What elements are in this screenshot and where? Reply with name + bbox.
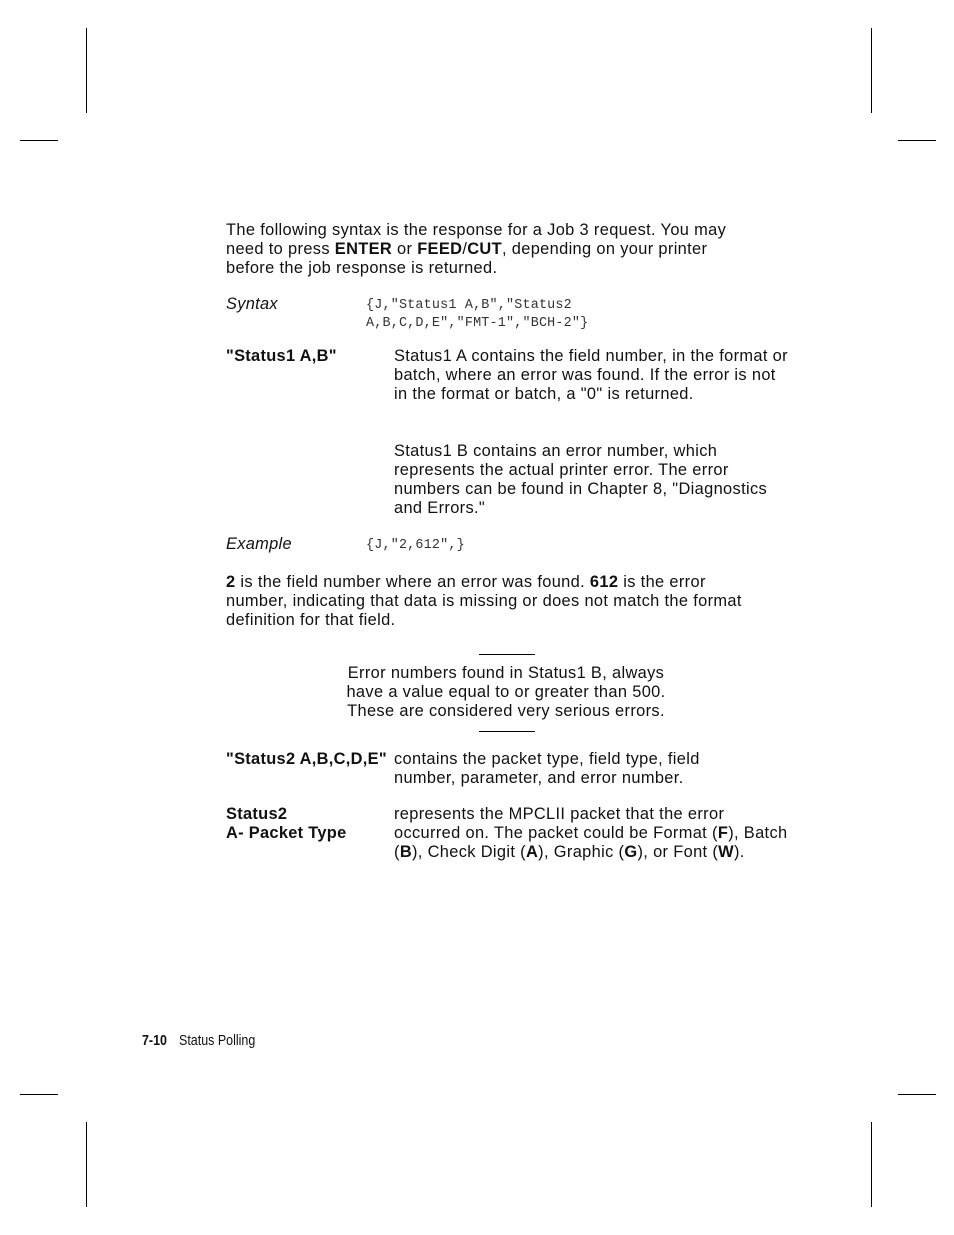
intro-text-2: or <box>392 240 418 258</box>
example-label: Example <box>226 535 292 553</box>
crop-mark-top-right-horizontal <box>898 140 936 141</box>
packet-term-line-2: A- Packet Type <box>226 824 347 842</box>
format-code: F <box>717 824 729 842</box>
syntax-label: Syntax <box>226 295 278 313</box>
crop-mark-top-left-horizontal <box>20 140 58 141</box>
feed-key-label: FEED <box>417 240 463 258</box>
crop-mark-bottom-left-vertical <box>86 1122 87 1207</box>
packet-text-1: represents the MPCLII packet that the error occurred on. The packet could be Format ( <box>394 805 725 842</box>
check-digit-code: A <box>525 843 539 861</box>
example-explanation <box>226 573 771 630</box>
intro-text-1: The following syntax is the response for a Job 3 request. You may need to press <box>226 221 727 258</box>
field-number-value: 2 <box>226 573 236 591</box>
packet-text-4: ), Graphic ( <box>538 843 625 861</box>
intro-text-4: , depending on your printer before the job response is returned. <box>226 240 708 277</box>
note-line-2: have a value equal to or greater than 500. <box>346 683 666 701</box>
intro-text-3: / <box>462 240 468 258</box>
example-code: {J,"2,612",} <box>366 538 465 553</box>
status2-term: "Status2 A,B,C,D,E" <box>226 750 387 768</box>
section-name: Status Polling <box>179 1033 256 1049</box>
status1-term: "Status1 A,B" <box>226 347 337 365</box>
note-rule-bottom <box>479 731 535 732</box>
status2-description: contains the packet type, field type, field number, parameter, and error number. <box>394 750 700 787</box>
crop-mark-bottom-right-vertical <box>871 1122 872 1207</box>
batch-code: B <box>399 843 412 861</box>
error-number-value: 612 <box>589 573 619 591</box>
page-footer <box>142 1032 255 1050</box>
font-code: W <box>718 843 734 861</box>
note-line-1: Error numbers found in Status1 B, always <box>347 664 665 682</box>
packet-text-3: ), Check Digit ( <box>412 843 526 861</box>
page-number: 7-10 <box>142 1033 167 1049</box>
status1-description-b: Status1 B contains an error number, which represents the actual printer error. The error numbers can be found in Chapter 8, "Diagnostics and Errors." <box>394 442 768 517</box>
packet-text-6: ). <box>733 843 745 861</box>
intro-paragraph <box>226 221 756 278</box>
explain-text-1: is the field number where an error was found. <box>235 573 590 591</box>
enter-key-label: ENTER <box>334 240 393 258</box>
explain-text-2: is the error number, indicating that data is missing or does not match the format definition for that field. <box>226 573 742 629</box>
cut-key-label: CUT <box>467 240 502 258</box>
note-line-3: These are considered very serious errors. <box>347 702 665 720</box>
packet-type-description <box>394 805 794 862</box>
crop-mark-top-left-vertical <box>86 28 87 113</box>
syntax-code-line-1: {J,"Status1 A,B","Status2 <box>366 298 572 313</box>
syntax-code-line-2: A,B,C,D,E","FMT-1","BCH-2"} <box>366 316 589 331</box>
packet-text-2: ), Batch ( <box>394 824 788 861</box>
status1-description-a: Status1 A contains the field number, in the format or batch, where an error was found. If the error is not in the format or batch, a "0" is returned. <box>394 347 788 403</box>
graphic-code: G <box>624 843 638 861</box>
note-rule-top <box>479 654 535 655</box>
crop-mark-bottom-left-horizontal <box>20 1094 58 1095</box>
crop-mark-top-right-vertical <box>871 28 872 113</box>
packet-text-5: ), or Font ( <box>637 843 719 861</box>
crop-mark-bottom-right-horizontal <box>898 1094 936 1095</box>
packet-term-line-1: Status2 <box>226 805 288 823</box>
